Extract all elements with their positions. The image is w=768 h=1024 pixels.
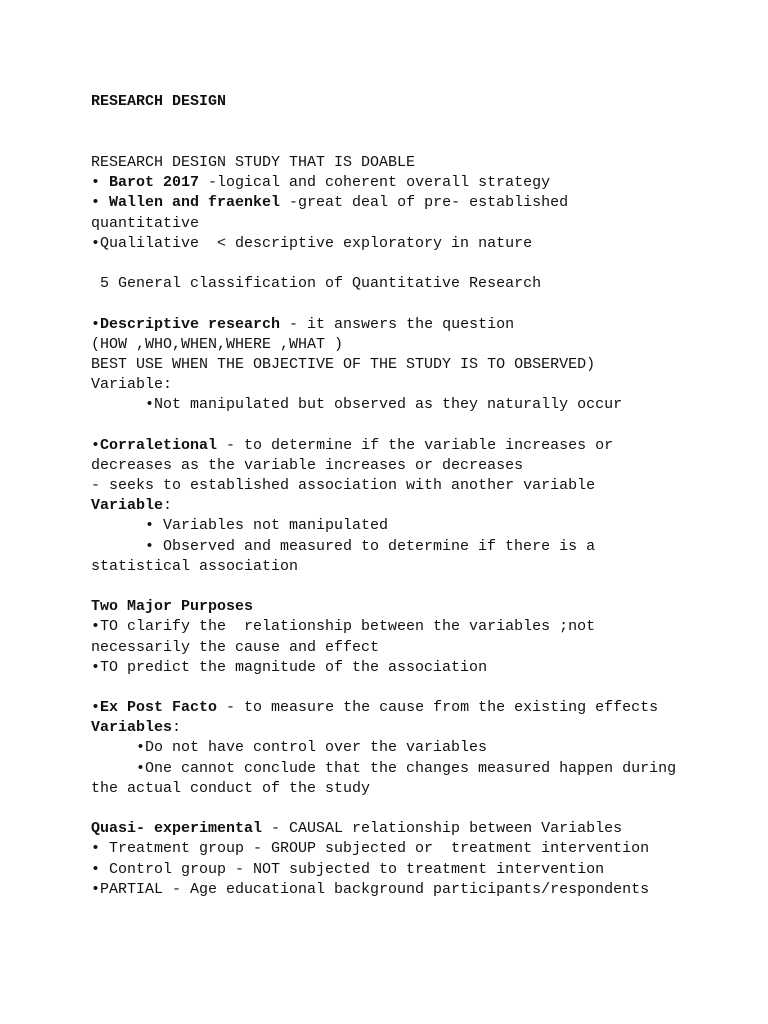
expost-variable-item-1: •Do not have control over the variables xyxy=(136,739,488,757)
correlational-variable-item-2: • Observed and measured to determine if there is a xyxy=(145,537,596,555)
purposes-item-1: •TO clarify the relationship between the variables ;not xyxy=(91,618,596,636)
spacer xyxy=(91,577,751,597)
correlational-text: - to determine if the variable increases or xyxy=(217,436,614,454)
spacer xyxy=(91,294,751,314)
spacer xyxy=(91,799,751,819)
correlational-term: Corraletional xyxy=(100,436,218,454)
correlational-line-2: decreases as the variable increases or decreases xyxy=(91,456,524,474)
quasi-item-treatment: • Treatment group - GROUP subjected or treatment intervention xyxy=(91,840,650,858)
quasi-term: Quasi- experimental xyxy=(91,820,263,838)
quantitative-line: quantitative xyxy=(91,214,200,232)
spacer xyxy=(91,415,751,435)
descriptive-text: - it answers the question xyxy=(280,315,515,333)
expost-line: •Ex Post Facto - to measure the cause from the existing effects xyxy=(91,699,659,717)
expost-variable-label xyxy=(91,718,751,738)
barot-line: • Barot 2017 -logical and coherent overall strategy xyxy=(91,174,551,192)
quasi-text: - CAUSAL relationship between Variables xyxy=(262,820,623,838)
descriptive-term: Descriptive research xyxy=(100,315,281,333)
spacer xyxy=(91,254,751,274)
classification-heading: 5 General classification of Quantitative Research xyxy=(100,275,542,293)
expost-variable-colon: : xyxy=(172,719,182,737)
document-body xyxy=(91,153,751,900)
descriptive-best-use: BEST USE WHEN THE OBJECTIVE OF THE STUDY IS TO OBSERVED) xyxy=(91,355,596,373)
correlational-variable-colon: : xyxy=(163,497,173,515)
wallen-text: -great deal of pre- established xyxy=(280,194,569,212)
expost-term: Ex Post Facto xyxy=(100,699,218,717)
expost-variable-item-2-cont: the actual conduct of the study xyxy=(91,779,371,797)
correlational-variable-item-1: • Variables not manipulated xyxy=(145,517,389,535)
correlational-line: •Corraletional - to determine if the variable increases or xyxy=(91,436,614,454)
correlational-variable-label xyxy=(91,496,751,516)
quasi-item-control: • Control group - NOT subjected to treatment intervention xyxy=(91,860,605,878)
correlational-variable-term: Variable xyxy=(91,497,164,515)
descriptive-variable-item: •Not manipulated but observed as they naturally occur xyxy=(145,396,623,414)
wallen-line: • Wallen and fraenkel -great deal of pre- established xyxy=(91,194,569,212)
descriptive-variable-label: Variable: xyxy=(91,376,173,394)
expost-text: - to measure the cause from the existing effects xyxy=(217,699,659,717)
intro-heading: RESEARCH DESIGN STUDY THAT IS DOABLE xyxy=(91,154,416,171)
purposes-item-1-cont: necessarily the cause and effect xyxy=(91,638,380,656)
descriptive-line: •Descriptive research - it answers the question xyxy=(91,315,515,333)
wallen-term: Wallen and fraenkel xyxy=(109,194,281,212)
purposes-heading-text: Two Major Purposes xyxy=(91,598,254,616)
correlational-line-3: - seeks to established association with another variable xyxy=(91,477,596,494)
spacer xyxy=(91,678,751,698)
purposes-heading xyxy=(91,597,751,617)
qualitative-line: •Qualilative < descriptive exploratory in nature xyxy=(91,234,533,252)
descriptive-questions: (HOW ,WHO,WHEN,WHERE ,WHAT ) xyxy=(91,335,344,353)
purposes-item-2: •TO predict the magnitude of the association xyxy=(91,658,488,676)
expost-variable-term: Variables xyxy=(91,719,173,737)
barot-text: -logical and coherent overall strategy xyxy=(199,174,551,192)
barot-term: Barot 2017 xyxy=(109,174,200,192)
expost-variable-item-2: •One cannot conclude that the changes measured happen during xyxy=(136,759,677,777)
quasi-item-partial: •PARTIAL - Age educational background participants/respondents xyxy=(91,880,650,898)
quasi-line xyxy=(91,819,751,839)
correlational-variable-item-2-cont: statistical association xyxy=(91,557,299,575)
document-title: RESEARCH DESIGN xyxy=(91,93,227,110)
